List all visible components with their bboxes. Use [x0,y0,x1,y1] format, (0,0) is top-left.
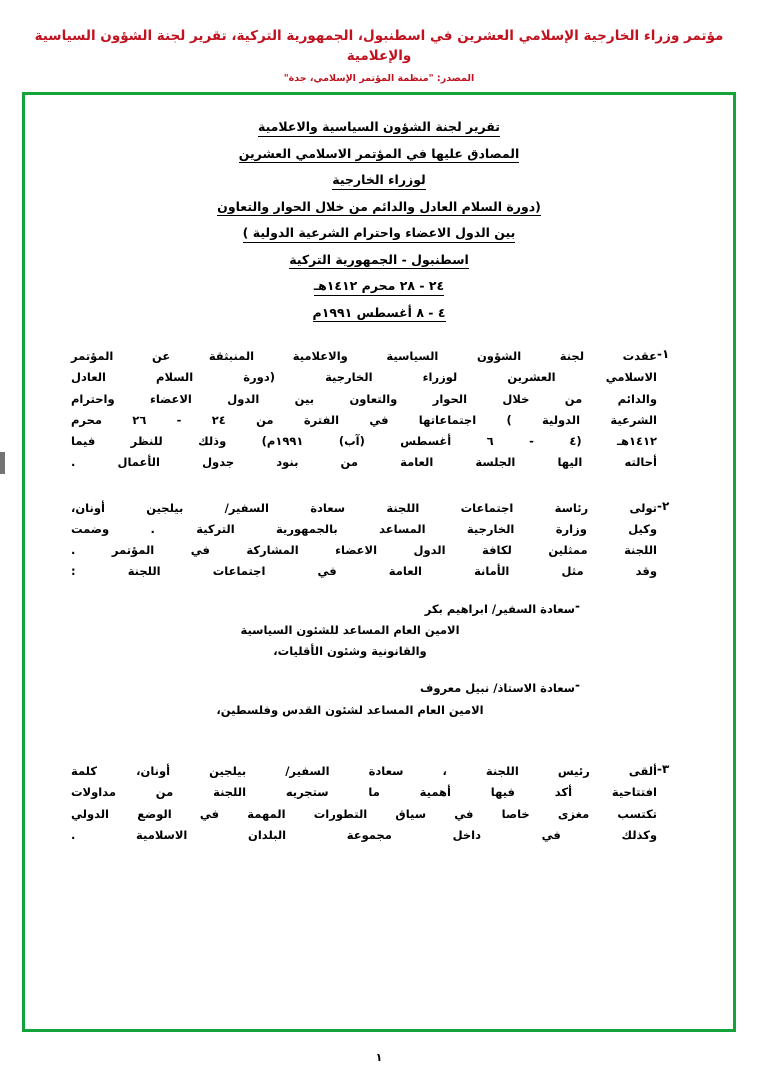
paragraph-number: ١- [657,347,670,361]
document-body [71,346,687,846]
document-title-block [71,121,687,322]
sub-items-list [71,599,657,721]
paragraph-2 [71,498,687,737]
sub-item-detail [71,700,609,721]
sub-item-line: والقانونية وشئون الأقليات، [273,644,427,659]
title-line: بين الدول الاعضاء واحترام الشرعية الدولية ) [243,227,516,243]
paragraph-line: ألقى رئيس اللجنة ، سعادة السفير/ بيلجين أونان، كلمة [71,763,657,778]
paragraph-text [71,761,657,846]
paragraph-line: الشرعية الدولية ) اجتماعاتها في الفترة من ٢٤ - ٢٦ محرم [71,412,658,427]
sub-item-first-row [71,599,609,620]
header-title: مؤتمر وزراء الخارجية الإسلامي العشرين في اسطنبول، الجمهورية التركية، تقرير لجنة الشؤون السياسية والإعلامية [34,28,724,65]
paragraph-line: اللجنة ممثلين لكافة الدول الاعضاء المشاركة في المؤتمر . [71,543,657,558]
paragraph-line: وكيل وزارة الخارجية المساعد بالجمهورية التركية . وضمت [71,521,657,536]
paragraph-line: والدائم من خلال الحوار والتعاون بين الدول الاعضاء واحترام [71,391,657,406]
document-content [25,95,733,1029]
paragraph-text [71,346,657,474]
sub-item-line: الامين العام المساعد للشئون السياسية [240,622,460,637]
paragraph-line: وقد مثل الأمانة العامة في اجتماعات اللجنة : [71,564,657,579]
page-number: ١ [375,1051,383,1064]
title-line: لوزراء الخارجية [332,174,426,190]
header-source: المصدر: "منظمة المؤتمر الإسلامي، جدة" [283,72,475,84]
page-header [0,0,758,84]
paragraph-line: أحالته اليها الجلسة العامة من بنود جدول الأعمال . [71,455,657,470]
paragraph-line: عقدت لجنة الشؤون السياسية والاعلامية المنبثقة عن المؤتمر [71,349,657,363]
sub-item-title: سعادة الاستاذ/ نبيل معروف [420,681,575,696]
paragraph-text [71,498,657,737]
sub-item-detail [71,620,609,663]
title-line-hijri-date: ٢٤ - ٢٨ محرم ١٤١٢هـ [314,280,444,296]
paragraph-line: افتتاحية أكد فيها أهمية ما ستجريه اللجنة من مداولات [71,785,657,800]
title-line: تقرير لجنة الشؤون السياسية والاعلامية [258,121,500,137]
document-frame [22,92,736,1032]
title-line: (دورة السلام العادل والدائم من خلال الحوار والتعاون [217,201,541,217]
paragraph-line: تكتسب مغزى خاصا في سياق التطورات المهمة في الوضع الدولي [71,806,657,821]
paragraph-number: ٣- [657,761,670,776]
sub-item-title: سعادة السفير/ ابراهيم بكر [424,601,575,616]
sub-item-first-row [71,678,609,699]
sub-item-dash: - [575,678,580,693]
title-line-gregorian-date: ٤ - ٨ أغسطس ١٩٩١م [313,307,446,323]
paragraph-1 [71,346,687,474]
title-line: اسطنبول - الجمهورية التركية [289,254,469,270]
paragraph-line: تولى رئاسة اجتماعات اللجنة سعادة السفير/ بيلجين أونان، [71,500,657,515]
page-edge-mark [0,452,5,474]
paragraph-line: الاسلامي العشرين لوزراء الخارجية (دورة السلام العادل [71,370,657,385]
paragraph-number: ٢- [657,498,670,513]
sub-item [71,599,609,663]
paragraph-line: وكذلك في داخل مجموعة البلدان الاسلامية . [71,827,657,842]
paragraph-3 [71,761,687,846]
paragraph-line: ١٤١٢هـ (٤ - ٦ أغسطس (آب) ١٩٩١م) وذلك للنظر فيما [71,434,658,449]
sub-item-line: الامين العام المساعد لشئون القدس وفلسطين، [216,702,484,717]
title-line: المصادق عليها في المؤتمر الاسلامي العشرين [239,148,520,164]
sub-item-dash: - [575,598,580,613]
sub-item [71,678,609,721]
